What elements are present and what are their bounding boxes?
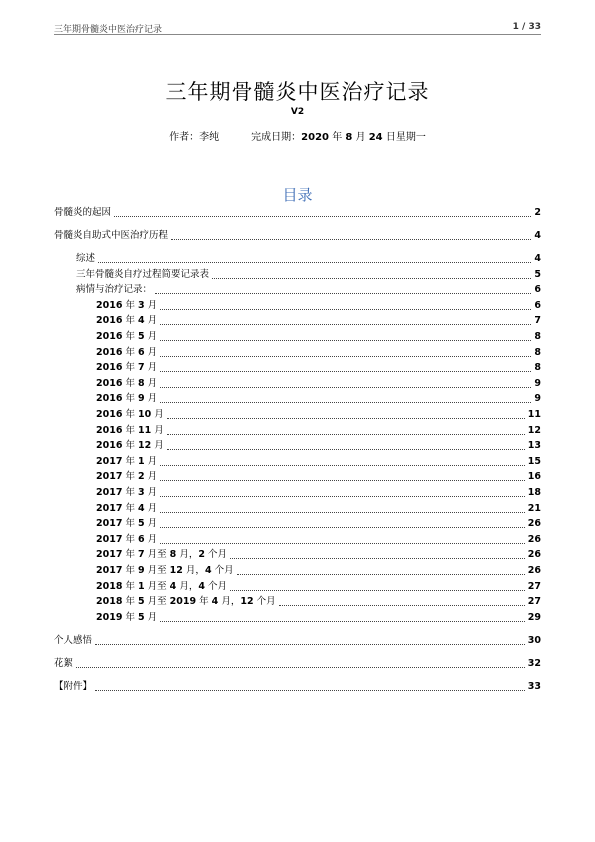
toc-leader-dots	[171, 239, 531, 240]
toc-leader-dots	[167, 434, 525, 435]
toc-entry[interactable]	[54, 454, 541, 468]
toc-entry-label: 2016 年 9 月	[96, 393, 158, 405]
toc-leader-dots	[155, 293, 531, 294]
toc-entry[interactable]	[54, 267, 541, 281]
toc-entry-label: 2017 年 5 月	[96, 518, 158, 530]
toc-entry[interactable]	[54, 228, 541, 242]
toc-entry-page: 29	[527, 611, 541, 623]
toc-entry[interactable]	[54, 391, 541, 405]
toc-entry-page: 4	[534, 230, 541, 241]
toc-entry-page: 8	[534, 331, 541, 342]
toc-leader-dots	[160, 340, 531, 341]
toc-entry-label: 2016 年 4 月	[96, 315, 158, 327]
toc-entry[interactable]	[54, 205, 541, 219]
toc-entry[interactable]	[54, 251, 541, 265]
toc-entry-page: 2	[534, 207, 541, 218]
toc-leader-dots	[212, 278, 531, 279]
toc-entry-label: 2016 年 7 月	[96, 362, 158, 374]
toc-entry-label: 2017 年 6 月	[96, 533, 158, 545]
toc-leader-dots	[160, 309, 531, 310]
toc-entry-page: 33	[527, 680, 541, 692]
toc-entry[interactable]	[54, 516, 541, 530]
toc-leader-dots	[230, 590, 525, 591]
toc-leader-dots	[160, 465, 525, 466]
toc-entry-page: 27	[527, 580, 541, 592]
toc-entry[interactable]	[54, 532, 541, 546]
toc-leader-dots	[160, 512, 525, 513]
toc-entry-page: 7	[534, 315, 541, 327]
toc-leader-dots	[76, 667, 525, 668]
toc-entry-label: 2016 年 5 月	[96, 331, 158, 342]
toc-leader-dots	[167, 449, 525, 450]
date-month-unit: 月	[355, 132, 366, 143]
toc-entry[interactable]	[54, 345, 541, 359]
toc-entry-page: 9	[534, 377, 541, 389]
toc-leader-dots	[160, 402, 531, 403]
document-meta	[0, 128, 595, 143]
toc-entry-page: 15	[527, 455, 541, 467]
toc-entry-page: 8	[534, 346, 541, 358]
toc-leader-dots	[114, 216, 531, 217]
toc-entry-label: 综述	[76, 253, 96, 264]
document-version: V2	[290, 107, 305, 117]
toc-entry-label: 2017 年 3 月	[96, 487, 158, 498]
toc-leader-dots	[160, 480, 525, 481]
toc-entry-page: 12	[527, 424, 541, 436]
toc-entry-page: 26	[527, 549, 541, 561]
date-label: 完成日期：	[251, 132, 302, 143]
header-divider	[54, 34, 541, 35]
toc-entry-label: 2018 年 1 月至 4 月，4 个月	[96, 580, 227, 592]
toc-entry-label: 2017 年 4 月	[96, 502, 158, 514]
toc-entry[interactable]	[54, 679, 541, 693]
toc-entry[interactable]	[54, 329, 541, 343]
toc-entry[interactable]	[54, 656, 541, 670]
toc-leader-dots	[160, 527, 525, 528]
toc-entry-page: 26	[527, 533, 541, 545]
toc-entry-label: 2017 年 1 月	[96, 455, 158, 467]
toc-entry-page: 16	[527, 471, 541, 483]
toc-entry-page: 26	[527, 565, 541, 576]
toc-entry-label: 2016 年 10 月	[96, 409, 164, 420]
toc-entry[interactable]	[54, 423, 541, 437]
toc-entry-label: 骨髓炎自助式中医治疗历程	[54, 230, 169, 241]
toc-entry-page: 6	[534, 284, 541, 296]
date-day-unit: 日星期一	[385, 132, 426, 143]
toc-leader-dots	[160, 496, 525, 497]
toc-entry-page: 32	[527, 657, 541, 669]
toc-entry[interactable]	[54, 633, 541, 647]
toc-leader-dots	[237, 574, 525, 575]
toc-leader-dots	[95, 644, 525, 645]
date-month: 8	[345, 132, 353, 143]
toc-entry-label: 2017 年 2 月	[96, 471, 158, 483]
toc-leader-dots	[160, 387, 531, 388]
toc-entry[interactable]	[54, 282, 541, 296]
toc-entry-label: 2017 年 7 月至 8 月，2 个月	[96, 549, 227, 561]
toc-entry-page: 27	[527, 596, 541, 608]
toc-entry[interactable]	[54, 438, 541, 452]
toc-entry-page: 9	[534, 393, 541, 405]
running-header-title: 三年期骨髓炎中医治疗记录	[54, 25, 163, 35]
toc-entry[interactable]	[54, 547, 541, 561]
toc-entry[interactable]	[54, 376, 541, 390]
toc-entry-page: 4	[534, 253, 541, 264]
toc-entry-label: 病情与治疗记录：	[76, 284, 153, 296]
toc-entry[interactable]	[54, 360, 541, 374]
toc-entry[interactable]	[54, 469, 541, 483]
toc-entry[interactable]	[54, 501, 541, 515]
toc-entry[interactable]	[54, 563, 541, 577]
toc-entry-page: 6	[534, 299, 541, 311]
toc-entry[interactable]	[54, 298, 541, 312]
toc-leader-dots	[160, 356, 531, 357]
author: 作者：李纯	[169, 132, 220, 143]
toc-entry-label: 2016 年 8 月	[96, 377, 158, 389]
toc-entry-page: 13	[527, 440, 541, 452]
toc-entry-label: 2017 年 9 月至 12 月，4 个月	[96, 565, 234, 576]
toc-leader-dots	[160, 543, 525, 544]
toc-leader-dots	[95, 690, 525, 691]
toc-entry-page: 30	[527, 634, 541, 646]
toc-entry[interactable]	[54, 407, 541, 421]
toc-entry-page: 18	[527, 487, 541, 498]
toc-leader-dots	[167, 418, 525, 419]
toc-entry-page: 11	[527, 409, 541, 420]
toc-entry-page: 21	[527, 502, 541, 514]
toc-entry-label: 2019 年 5 月	[96, 611, 158, 623]
toc-entry-page: 8	[534, 362, 541, 374]
toc-entry[interactable]	[54, 485, 541, 499]
toc-entry[interactable]	[54, 594, 541, 608]
toc-entry-page: 5	[534, 268, 541, 280]
document-title: 三年期骨髓炎中医治疗记录	[165, 80, 430, 104]
toc-entry-label: 骨髓炎的起因	[54, 207, 112, 218]
toc-entry-label: 2016 年 6 月	[96, 346, 158, 358]
toc-leader-dots	[98, 262, 531, 263]
toc-entry-label: 2016 年 11 月	[96, 424, 164, 436]
toc-leader-dots	[160, 324, 531, 325]
toc-entry-label: 三年骨髓炎自疗过程简要记录表	[76, 268, 210, 280]
toc-entry[interactable]	[54, 610, 541, 624]
toc-entry-label: 2018 年 5 月至 2019 年 4 月，12 个月	[96, 596, 276, 608]
toc-entry[interactable]	[54, 579, 541, 593]
toc-entry-label: 【附件】	[54, 680, 93, 692]
toc-entry-label: 2016 年 3 月	[96, 299, 158, 311]
toc-leader-dots	[160, 621, 525, 622]
toc-entry-page: 26	[527, 518, 541, 530]
date-year: 2020	[301, 132, 329, 143]
toc-leader-dots	[279, 605, 525, 606]
toc-entry[interactable]	[54, 313, 541, 327]
toc-entry-label: 花絮	[54, 657, 74, 669]
date-day: 24	[368, 132, 383, 143]
date-year-unit: 年	[332, 132, 343, 143]
toc-leader-dots	[230, 558, 525, 559]
toc-title: 目录	[282, 186, 313, 204]
toc-leader-dots	[160, 371, 531, 372]
page-number: 1 / 33	[512, 22, 541, 32]
toc-entry-label: 2016 年 12 月	[96, 440, 164, 452]
toc-entry-label: 个人感悟	[54, 634, 93, 646]
